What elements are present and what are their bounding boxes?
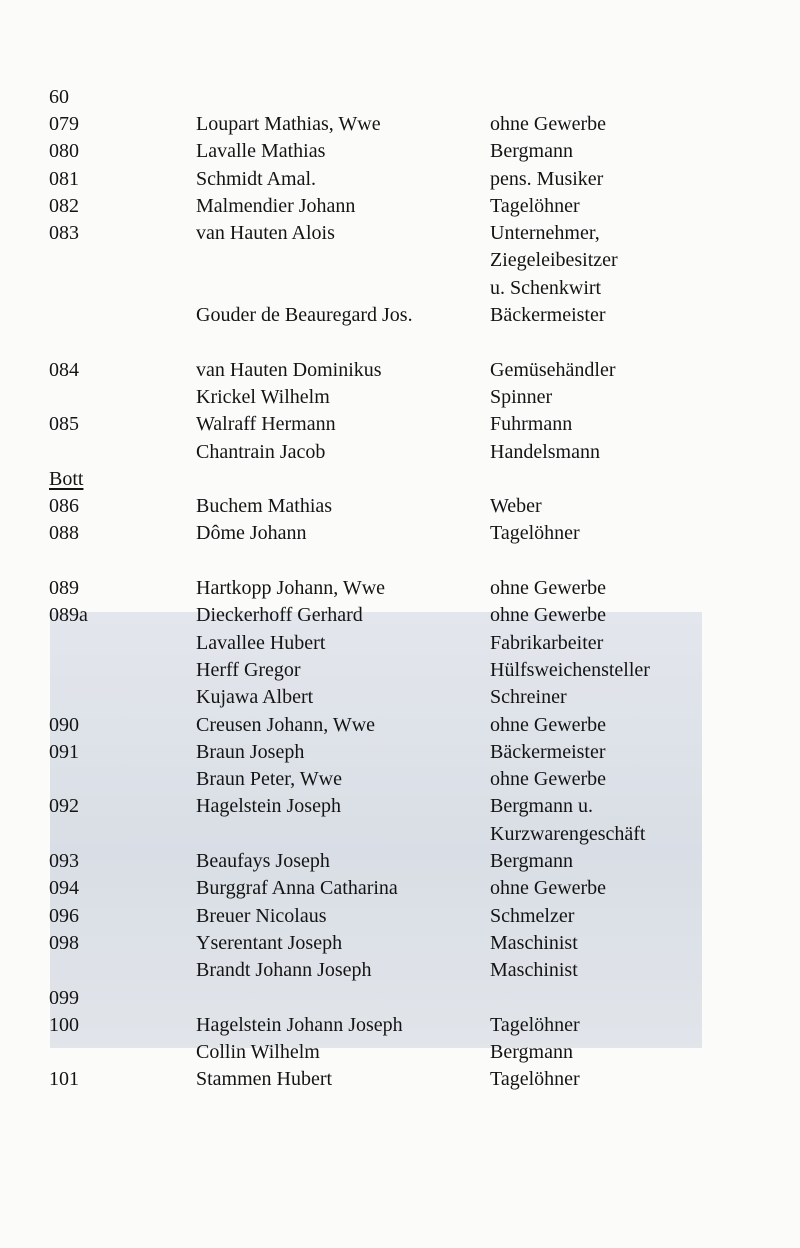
list-row [0,439,800,466]
occupation: Tagelöhner [490,194,580,217]
occupation: Tagelöhner [490,1068,580,1091]
occupation: Bäckermeister [490,740,606,763]
list-row [0,684,800,711]
list-row [0,875,800,902]
list-row [0,548,800,575]
resident-name: Burggraf Anna Catharina [196,877,398,900]
house-number: 086 [49,495,79,518]
resident-name: Hagelstein Johann Joseph [196,1013,403,1036]
resident-name: Brandt Johann Joseph [196,959,372,982]
house-number: 100 [49,1013,79,1036]
list-row [0,111,800,138]
resident-name: Yserentant Joseph [196,931,343,954]
resident-name: van Hauten Dominikus [196,358,382,381]
list-row [0,138,800,165]
resident-name: Herff Gregor [196,658,301,681]
occupation: Spinner [490,385,553,408]
list-row [0,821,800,848]
list-row [0,1012,800,1039]
resident-name: Braun Joseph [196,740,305,763]
house-number: 092 [49,795,79,818]
occupation: Bergmann [490,1041,573,1064]
house-number: 089a [49,604,88,627]
occupation: Kurzwarengeschäft [490,822,646,845]
resident-name: Hartkopp Johann, Wwe [196,577,386,600]
resident-name: Creusen Johann, Wwe [196,713,376,736]
occupation: ohne Gewerbe [490,877,607,900]
occupation: ohne Gewerbe [490,713,607,736]
list-row [0,930,800,957]
occupation: Tagelöhner [490,1013,580,1036]
resident-name: Loupart Mathias, Wwe [196,113,381,135]
house-number: 094 [49,877,79,900]
occupation: ohne Gewerbe [490,113,607,135]
list-row [0,793,800,820]
resident-name: Beaufays Joseph [196,850,330,873]
list-row [0,1066,800,1093]
page-number: 60 [49,86,69,108]
occupation: pens. Musiker [490,167,604,190]
resident-name: Schmidt Amal. [196,167,316,190]
resident-name: Dôme Johann [196,522,307,545]
list-row [0,602,800,629]
occupation: Schmelzer [490,904,575,927]
street-heading: Bott [49,467,84,490]
occupation: Ziegeleibesitzer [490,249,618,272]
list-row [0,630,800,657]
house-number: 088 [49,522,79,545]
house-number: 098 [49,931,79,954]
resident-name: Malmendier Johann [196,194,356,217]
list-row [0,329,800,356]
occupation: Schreiner [490,686,567,709]
list-row [0,985,800,1012]
house-number: 080 [49,140,79,163]
list-row [0,220,800,247]
resident-name: Lavallee Hubert [196,631,326,654]
list-row [0,493,800,520]
resident-name: Breuer Nicolaus [196,904,327,927]
occupation: Bäckermeister [490,304,606,327]
list-row [0,903,800,930]
occupation: Maschinist [490,931,578,954]
occupation: Fabrikarbeiter [490,631,604,654]
list-row [0,957,800,984]
list-row [0,575,800,602]
house-number: 096 [49,904,79,927]
house-number: 083 [49,222,79,245]
list-row [0,384,800,411]
list-row [0,302,800,329]
house-number: 090 [49,713,79,736]
list-row [0,657,800,684]
house-number: 079 [49,113,79,135]
occupation: Unternehmer, [490,222,600,245]
resident-name: Collin Wilhelm [196,1041,320,1064]
occupation: Weber [490,495,542,518]
list-row [0,166,800,193]
occupation: Hülfsweichensteller [490,658,650,681]
occupation: u. Schenkwirt [490,276,602,299]
resident-name: Dieckerhoff Gerhard [196,604,363,627]
house-number: 091 [49,740,79,763]
resident-name: Lavalle Mathias [196,140,326,163]
occupation: Maschinist [490,959,578,982]
list-row [0,466,800,493]
resident-name: Stammen Hubert [196,1068,333,1091]
resident-name: Braun Peter, Wwe [196,768,343,791]
list-row [0,275,800,302]
occupation: Gemüsehändler [490,358,616,381]
occupation: Bergmann [490,850,573,873]
list-row [0,712,800,739]
list-row [0,739,800,766]
occupation: ohne Gewerbe [490,577,607,600]
occupation: ohne Gewerbe [490,604,607,627]
list-row [0,357,800,384]
resident-name: Hagelstein Joseph [196,795,341,818]
resident-name: Kujawa Albert [196,686,314,709]
resident-name: van Hauten Alois [196,222,335,245]
occupation: Bergmann u. [490,795,593,818]
house-number: 101 [49,1068,79,1091]
list-row [0,247,800,274]
resident-name: Krickel Wilhelm [196,385,330,408]
occupation: Fuhrmann [490,413,573,436]
occupation: ohne Gewerbe [490,768,607,791]
occupation: Bergmann [490,140,573,163]
house-number: 082 [49,194,79,217]
resident-list [0,111,800,1094]
list-row [0,848,800,875]
occupation: Tagelöhner [490,522,580,545]
house-number: 099 [49,986,79,1009]
house-number: 089 [49,577,79,600]
list-row [0,520,800,547]
occupation: Handelsmann [490,440,600,463]
house-number: 081 [49,167,79,190]
resident-name: Walraff Hermann [196,413,336,436]
house-number: 085 [49,413,79,436]
resident-name: Buchem Mathias [196,495,333,518]
list-row [0,766,800,793]
house-number: 093 [49,850,79,873]
list-row [0,1039,800,1066]
list-row [0,411,800,438]
list-row [0,193,800,220]
resident-name: Gouder de Beauregard Jos. [196,304,413,327]
resident-name: Chantrain Jacob [196,440,326,463]
house-number: 084 [49,358,79,381]
